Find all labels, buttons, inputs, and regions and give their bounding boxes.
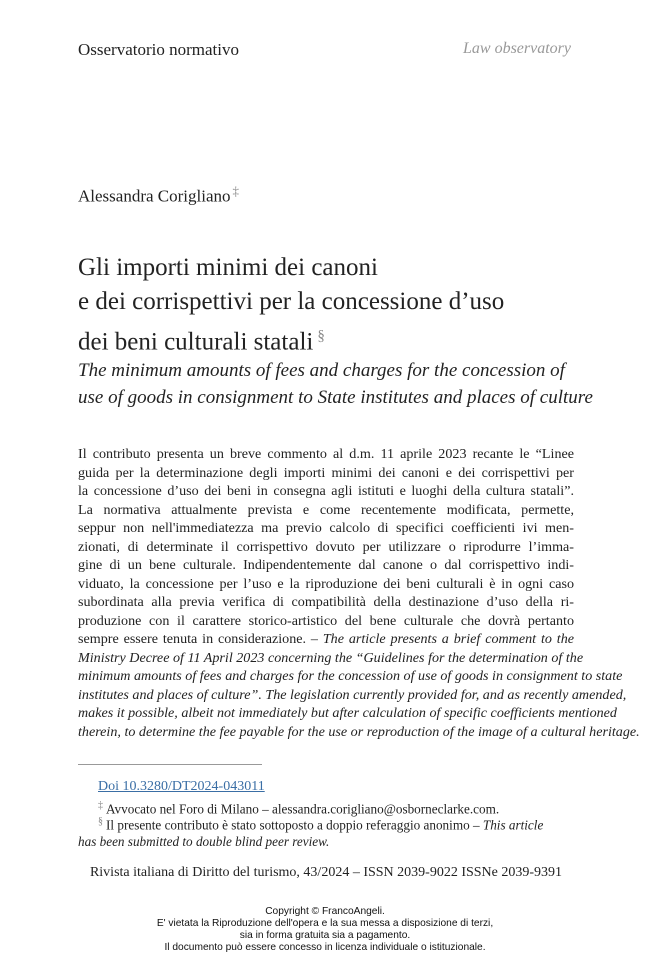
- title-line-1: Gli importi minimi dei canoni: [78, 254, 378, 281]
- abstract: [78, 445, 640, 741]
- abstract-line: la concessione d’uso dei beni in consegna agli istituti e luoghi della cultura statali”.: [78, 483, 574, 499]
- abstract-line: produzione con il carattere storico-artistico del bene culturale che dovrà pertanto: [78, 612, 574, 629]
- abstract-english-line: institutes and places of culture”. The legislation currently provided for, and as recently amended,: [78, 686, 627, 703]
- title-line-2: e dei corrispettivi per la concessione d’uso: [78, 288, 505, 315]
- footnote-review-line-2: has been submitted to double blind peer review.: [78, 834, 330, 850]
- article-title: [78, 251, 578, 359]
- running-header-section: Osservatorio normativo: [78, 40, 239, 59]
- abstract-line-mixed: [78, 630, 574, 649]
- abstract-line: zionati, di determinate il corrispettivo dovuto per utilizzare o riprodurre l’imma-: [78, 538, 574, 555]
- copyright-line: E' vietata la Riproduzione dell'opera e la sua messa a disposizione di terzi,: [156, 918, 494, 929]
- article-subtitle-en: [78, 357, 593, 411]
- abstract-line: guida per la determinazione degli importi minimi dei canoni e dei corrispettivi per: [78, 464, 574, 481]
- abstract-english-line: Ministry Decree of 11 April 2023 concerning the “Guidelines for the determination of the: [78, 649, 584, 666]
- abstract-line: gine di un bene culturale. Indipendentemente dal canone o dal corrispettivo indi-: [78, 557, 574, 573]
- footnote-review-text-en-a: This article: [482, 817, 544, 833]
- abstract-english-start: The article presents a brief comment to the: [322, 631, 574, 647]
- subtitle-line-2: use of goods in consignment to State institutes and places of culture: [78, 387, 593, 408]
- author-name: Alessandra Corigliano: [78, 186, 231, 206]
- abstract-english-line: therein, to determine the fee payable for the use or reproduction of the image of a cultural heritage.: [78, 723, 640, 740]
- abstract-line: seppur non nell'immediatezza ma previo calcolo di specifici coefficienti ivi men-: [78, 520, 574, 536]
- footnote-symbol-double-dagger: ‡: [98, 800, 103, 811]
- footnote-review-line-1: [78, 813, 574, 833]
- subtitle-line-1: The minimum amounts of fees and charges for the concession of: [78, 360, 565, 381]
- copyright-line: sia in forma gratuita sia a pagamento.: [239, 930, 411, 941]
- footnote-review-text: Il presente contributo è stato sottoposto a doppio referaggio anonimo –: [106, 817, 483, 833]
- footnote-symbol-section: §: [98, 816, 103, 827]
- title-line-3-text: dei beni culturali statali: [78, 328, 314, 356]
- abstract-italian-end: sempre essere tenuta in considerazione. –: [78, 631, 323, 647]
- copyright-line: Il documento può essere concesso in licenza individuale o istituzionale.: [164, 942, 486, 953]
- author-footnote-mark[interactable]: ‡: [232, 183, 239, 198]
- abstract-line: viduato, la concessione per l’uso e la riproduzione dei beni culturali è in ogni caso: [78, 575, 574, 592]
- abstract-line: La normativa attualmente prevista e come recentemente modificata, permette,: [78, 501, 574, 518]
- abstract-line: Il contributo presenta un breve commento al d.m. 11 aprile 2023 recante le “Linee: [78, 446, 574, 462]
- footnote-review: [78, 813, 574, 850]
- copyright-line: Copyright © FrancoAngeli.: [265, 906, 385, 917]
- doi-link[interactable]: Doi 10.3280/DT2024-043011: [98, 779, 265, 794]
- abstract-english-line: minimum amounts of fees and charges for the concession of use of goods in consignment to state: [78, 668, 623, 684]
- footnote-separator: [78, 764, 262, 765]
- abstract-english-line: makes it possible, albeit not immediately but after calculation of specific coefficients mentioned: [78, 705, 617, 721]
- journal-citation: Rivista italiana di Diritto del turismo, 43/2024 – ISSN 2039-9022 ISSNe 2039-9391: [89, 865, 563, 880]
- author-line: [78, 183, 239, 207]
- running-header-section-en: Law observatory: [463, 40, 571, 57]
- footnote-author-text: Avvocato nel Foro di Milano – alessandra.corigliano@osborneclarke.com.: [106, 801, 500, 817]
- copyright-notice: [0, 906, 650, 954]
- title-footnote-mark[interactable]: §: [317, 328, 325, 344]
- title-line-3: [78, 319, 578, 359]
- abstract-line: subordinata alla previa verifica di compatibilità della destinazione d’uso della ri-: [78, 594, 574, 610]
